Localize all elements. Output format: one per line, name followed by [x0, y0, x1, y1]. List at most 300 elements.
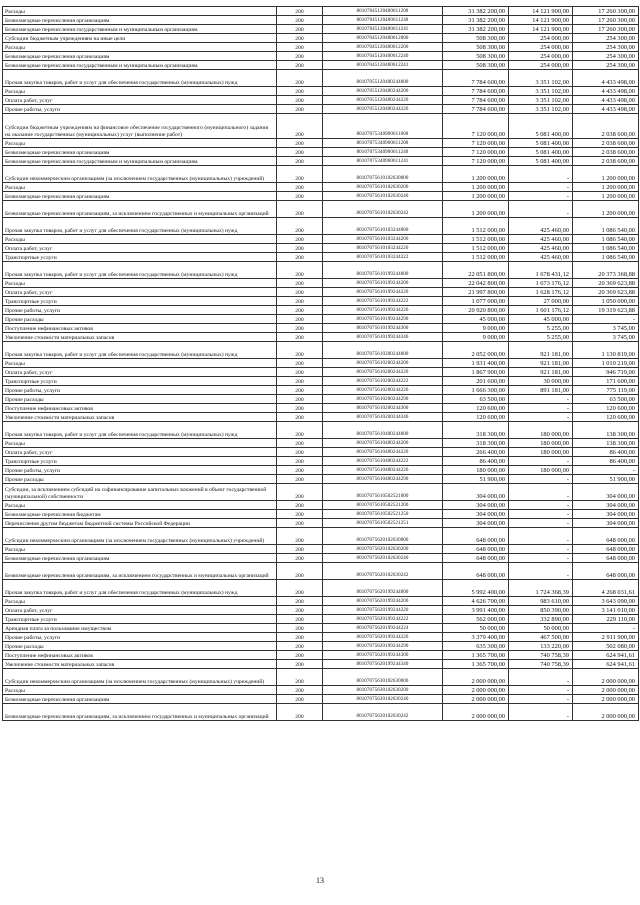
table-row	[3, 597, 639, 606]
row-budget-code: 80107075340900611000	[323, 114, 443, 139]
row-executed-amount: 254 000,00	[509, 52, 573, 61]
table-row	[3, 404, 639, 413]
row-executed-amount: 5 081 400,00	[509, 148, 573, 157]
row-approved-amount: 1 200 000,00	[443, 183, 509, 192]
row-executed-amount: 1 678 431,12	[509, 262, 573, 279]
row-name: Оплата работ, услуг	[3, 368, 277, 377]
row-unexecuted-amount: 138 300,00	[573, 422, 639, 439]
row-line-code: 200	[277, 244, 323, 253]
row-unexecuted-amount: 86 400,00	[573, 457, 639, 466]
row-unexecuted-amount: 254 300,00	[573, 61, 639, 70]
row-budget-code: 80107075610400244000	[323, 422, 443, 439]
row-line-code: 200	[277, 34, 323, 43]
row-budget-code: 80107075620199244222	[323, 615, 443, 624]
table-row	[3, 686, 639, 695]
row-approved-amount: 50 000,00	[443, 624, 509, 633]
table-row	[3, 96, 639, 105]
row-unexecuted-amount: 254 300,00	[573, 43, 639, 52]
table-row	[3, 306, 639, 315]
table-row	[3, 114, 639, 139]
table-row	[3, 704, 639, 721]
row-name: Расходы	[3, 183, 277, 192]
row-line-code: 200	[277, 279, 323, 288]
row-unexecuted-amount: 1 086 540,00	[573, 235, 639, 244]
row-line-code: 200	[277, 484, 323, 501]
table-row	[3, 235, 639, 244]
row-executed-amount: 14 121 900,00	[509, 7, 573, 16]
row-budget-code: 80107075610199244220	[323, 288, 443, 297]
row-approved-amount: 304 000,00	[443, 501, 509, 510]
row-line-code: 200	[277, 377, 323, 386]
row-name: Расходы	[3, 139, 277, 148]
row-budget-code: 80107075630102630000	[323, 669, 443, 686]
row-name: Прочие работы, услуги	[3, 386, 277, 395]
table-row	[3, 413, 639, 422]
table-row	[3, 157, 639, 166]
row-executed-amount: 254 000,00	[509, 34, 573, 43]
table-row	[3, 43, 639, 52]
row-name: Субсидии бюджетным учреждениям на финансовое обеспечение государственного (муниципального) задания на оказание государственных (муниципальных) услуг (выполнение работ)	[3, 114, 277, 139]
row-budget-code: 80107075610102630242	[323, 201, 443, 218]
row-name: Прочие расходы	[3, 315, 277, 324]
row-approved-amount: 3 991 400,00	[443, 606, 509, 615]
row-line-code: 200	[277, 624, 323, 633]
row-budget-code: 80107075620199244000	[323, 580, 443, 597]
row-approved-amount: 7 784 600,00	[443, 105, 509, 114]
row-approved-amount: 7 120 000,00	[443, 157, 509, 166]
row-approved-amount: 2 052 000,00	[443, 342, 509, 359]
row-budget-code: 80107075610102630240	[323, 192, 443, 201]
row-unexecuted-amount: 138 300,00	[573, 439, 639, 448]
row-budget-code: 80107075610199244200	[323, 279, 443, 288]
row-budget-code: 80107055120400244220	[323, 96, 443, 105]
row-line-code: 200	[277, 669, 323, 686]
row-unexecuted-amount: 648 000,00	[573, 528, 639, 545]
row-unexecuted-amount: 1 086 540,00	[573, 253, 639, 262]
row-executed-amount: 425 460,00	[509, 235, 573, 244]
row-approved-amount: 20 920 800,00	[443, 306, 509, 315]
row-approved-amount: 318 300,00	[443, 439, 509, 448]
row-approved-amount: 7 784 600,00	[443, 87, 509, 96]
table-row	[3, 606, 639, 615]
row-executed-amount: 3 351 102,00	[509, 87, 573, 96]
row-line-code: 200	[277, 87, 323, 96]
table-row	[3, 183, 639, 192]
row-name: Безвозмездные перечисления организациям, за исключением государственных и муниципальных организаций	[3, 563, 277, 580]
table-row	[3, 377, 639, 386]
table-row	[3, 218, 639, 235]
row-executed-amount: -	[509, 183, 573, 192]
row-name: Расходы	[3, 359, 277, 368]
table-row	[3, 105, 639, 114]
row-executed-amount: -	[509, 484, 573, 501]
table-row	[3, 580, 639, 597]
row-executed-amount: 1 601 176,12	[509, 306, 573, 315]
row-name: Безвозмездные перечисления организациям	[3, 192, 277, 201]
row-executed-amount: 50 000,00	[509, 624, 573, 633]
row-executed-amount: 3 351 102,00	[509, 105, 573, 114]
row-approved-amount: 562 000,00	[443, 615, 509, 624]
row-executed-amount: 3 351 102,00	[509, 96, 573, 105]
row-name: Транспортные услуги	[3, 615, 277, 624]
row-line-code: 200	[277, 288, 323, 297]
table-row	[3, 7, 639, 16]
table-row	[3, 563, 639, 580]
row-executed-amount: 850 390,00	[509, 606, 573, 615]
row-unexecuted-amount: 304 000,00	[573, 484, 639, 501]
table-body	[3, 7, 639, 721]
row-budget-code: 80107075340900611200	[323, 139, 443, 148]
row-budget-code: 80107075630102630240	[323, 695, 443, 704]
row-approved-amount: 51 900,00	[443, 475, 509, 484]
row-unexecuted-amount: 4 433 498,00	[573, 87, 639, 96]
row-line-code: 200	[277, 359, 323, 368]
table-row	[3, 297, 639, 306]
row-executed-amount: 983 610,00	[509, 597, 573, 606]
row-unexecuted-amount: 2 000 000,00	[573, 695, 639, 704]
row-unexecuted-amount: 1 130 819,00	[573, 342, 639, 359]
table-row	[3, 333, 639, 342]
row-name: Прочие расходы	[3, 475, 277, 484]
table-row	[3, 519, 639, 528]
table-row	[3, 695, 639, 704]
row-approved-amount: 2 000 000,00	[443, 686, 509, 695]
row-executed-amount: -	[509, 510, 573, 519]
row-budget-code: 80107075630102630200	[323, 686, 443, 695]
table-row	[3, 87, 639, 96]
row-executed-amount: 921 181,00	[509, 359, 573, 368]
table-row	[3, 669, 639, 686]
row-line-code: 200	[277, 704, 323, 721]
row-executed-amount: 891 181,00	[509, 386, 573, 395]
row-line-code: 200	[277, 439, 323, 448]
table-row	[3, 324, 639, 333]
row-unexecuted-amount: 1 200 000,00	[573, 166, 639, 183]
row-line-code: 200	[277, 519, 323, 528]
row-approved-amount: 1 365 700,00	[443, 651, 509, 660]
row-unexecuted-amount: 4 433 498,00	[573, 70, 639, 87]
page-number: 13	[316, 876, 324, 885]
row-executed-amount: 425 460,00	[509, 218, 573, 235]
row-budget-code: 80107075610102630000	[323, 166, 443, 183]
budget-report-sheet	[2, 6, 638, 721]
row-line-code: 200	[277, 192, 323, 201]
row-line-code: 200	[277, 563, 323, 580]
row-name: Субсидии, за исключением субсидий на софинансирование капитальных вложений в объект государственной (муниципальной) собственности	[3, 484, 277, 501]
row-approved-amount: 86 400,00	[443, 457, 509, 466]
row-name: Расходы	[3, 501, 277, 510]
row-line-code: 200	[277, 148, 323, 157]
table-row	[3, 166, 639, 183]
row-approved-amount: 1 666 300,00	[443, 386, 509, 395]
row-line-code: 200	[277, 324, 323, 333]
row-line-code: 200	[277, 545, 323, 554]
row-unexecuted-amount: -	[573, 624, 639, 633]
row-unexecuted-amount: 86 400,00	[573, 448, 639, 457]
row-name: Расходы	[3, 7, 277, 16]
row-approved-amount: 4 626 700,00	[443, 597, 509, 606]
row-unexecuted-amount: 624 941,61	[573, 660, 639, 669]
row-executed-amount: -	[509, 704, 573, 721]
row-approved-amount: 1 512 000,00	[443, 235, 509, 244]
row-unexecuted-amount: 2 038 600,00	[573, 139, 639, 148]
row-name: Расходы	[3, 43, 277, 52]
row-budget-code: 80107075620199244200	[323, 597, 443, 606]
row-name: Прочие работы, услуги	[3, 306, 277, 315]
row-line-code: 200	[277, 395, 323, 404]
row-name: Прочая закупка товаров, работ и услуг для обеспечения государственных (муниципальных) нужд	[3, 422, 277, 439]
table-row	[3, 315, 639, 324]
row-budget-code: 80107075610102630200	[323, 183, 443, 192]
table-row	[3, 651, 639, 660]
row-approved-amount: 1 365 700,00	[443, 660, 509, 669]
table-row	[3, 288, 639, 297]
row-line-code: 200	[277, 306, 323, 315]
table-row	[3, 633, 639, 642]
row-unexecuted-amount: 4 433 498,00	[573, 105, 639, 114]
row-name: Прочая закупка товаров, работ и услуг для обеспечения государственных (муниципальных) нужд	[3, 580, 277, 597]
row-budget-code: 80107075610103244200	[323, 235, 443, 244]
row-budget-code: 80107075610199244300	[323, 324, 443, 333]
table-row	[3, 244, 639, 253]
row-executed-amount: 14 121 900,00	[509, 16, 573, 25]
row-line-code: 200	[277, 96, 323, 105]
row-line-code: 200	[277, 297, 323, 306]
row-name: Расходы	[3, 686, 277, 695]
row-executed-amount: -	[509, 457, 573, 466]
row-executed-amount: 467 500,00	[509, 633, 573, 642]
row-approved-amount: 266 400,00	[443, 448, 509, 457]
row-budget-code: 80107075340900611241	[323, 157, 443, 166]
row-approved-amount: 508 300,00	[443, 61, 509, 70]
row-executed-amount: -	[509, 166, 573, 183]
row-unexecuted-amount: 2 038 600,00	[573, 114, 639, 139]
row-name: Расходы	[3, 87, 277, 96]
row-budget-code: 80107075620102630242	[323, 563, 443, 580]
table-row	[3, 342, 639, 359]
row-line-code: 200	[277, 201, 323, 218]
row-executed-amount: 1 673 176,12	[509, 279, 573, 288]
row-line-code: 200	[277, 615, 323, 624]
row-unexecuted-amount: 3 745,00	[573, 324, 639, 333]
row-budget-code: 80107055120400244200	[323, 87, 443, 96]
row-unexecuted-amount: 120 600,00	[573, 413, 639, 422]
row-budget-code: 80107075610103244222	[323, 253, 443, 262]
row-approved-amount: 508 300,00	[443, 43, 509, 52]
row-unexecuted-amount: 17 260 300,00	[573, 16, 639, 25]
table-row	[3, 510, 639, 519]
row-name: Безвозмездные перечисления бюджетам	[3, 510, 277, 519]
row-name: Безвозмездные перечисления государственным и муниципальным организациям	[3, 25, 277, 34]
row-executed-amount: -	[509, 475, 573, 484]
row-executed-amount: 921 181,00	[509, 342, 573, 359]
table-row	[3, 279, 639, 288]
row-approved-amount: 2 000 000,00	[443, 695, 509, 704]
row-name: Оплата работ, услуг	[3, 606, 277, 615]
row-executed-amount: 740 758,39	[509, 660, 573, 669]
row-budget-code: 80107075610400244226	[323, 466, 443, 475]
row-approved-amount: 3 379 400,00	[443, 633, 509, 642]
row-executed-amount: 5 255,00	[509, 333, 573, 342]
row-unexecuted-amount: -	[573, 466, 639, 475]
row-unexecuted-amount: 1 200 000,00	[573, 183, 639, 192]
row-budget-code: 80107075620199244340	[323, 660, 443, 669]
row-line-code: 200	[277, 70, 323, 87]
row-budget-code: 80107075610502521000	[323, 484, 443, 501]
table-row	[3, 386, 639, 395]
row-name: Транспортные услуги	[3, 377, 277, 386]
row-name: Оплата работ, услуг	[3, 96, 277, 105]
row-line-code: 200	[277, 183, 323, 192]
table-row	[3, 34, 639, 43]
row-budget-code: 80107045120400611200	[323, 7, 443, 16]
row-budget-code: 80107075610200244300	[323, 404, 443, 413]
row-approved-amount: 1 512 000,00	[443, 244, 509, 253]
row-executed-amount: 45 000,00	[509, 315, 573, 324]
row-unexecuted-amount: 171 600,00	[573, 377, 639, 386]
row-executed-amount: 5 081 400,00	[509, 114, 573, 139]
row-name: Увеличение стоимости материальных запасов	[3, 413, 277, 422]
row-name: Арендная плата за пользование имуществом	[3, 624, 277, 633]
row-approved-amount: 304 000,00	[443, 519, 509, 528]
row-name: Прочие работы, услуги	[3, 466, 277, 475]
row-executed-amount: -	[509, 686, 573, 695]
row-budget-code: 80107045120400612240	[323, 52, 443, 61]
row-unexecuted-amount: 648 000,00	[573, 545, 639, 554]
row-approved-amount: 318 300,00	[443, 422, 509, 439]
row-name: Безвозмездные перечисления организациям	[3, 554, 277, 563]
row-executed-amount: -	[509, 695, 573, 704]
row-name: Транспортные услуги	[3, 253, 277, 262]
row-unexecuted-amount: 1 050 000,00	[573, 297, 639, 306]
table-row	[3, 439, 639, 448]
row-line-code: 200	[277, 157, 323, 166]
row-budget-code: 80107075610199244222	[323, 297, 443, 306]
table-row	[3, 554, 639, 563]
row-budget-code: 80107045120400611241	[323, 25, 443, 34]
row-approved-amount: 648 000,00	[443, 528, 509, 545]
row-name: Увеличение стоимости материальных запасов	[3, 660, 277, 669]
row-budget-code: 80107075610502521251	[323, 519, 443, 528]
row-budget-code: 80107075610200244290	[323, 395, 443, 404]
budget-execution-table	[2, 6, 639, 721]
row-line-code: 200	[277, 642, 323, 651]
row-line-code: 200	[277, 597, 323, 606]
row-unexecuted-amount: 20 373 368,88	[573, 262, 639, 279]
row-executed-amount: 332 890,00	[509, 615, 573, 624]
row-approved-amount: 1 931 400,00	[443, 359, 509, 368]
row-approved-amount: 1 200 000,00	[443, 201, 509, 218]
row-executed-amount: 5 081 400,00	[509, 157, 573, 166]
row-line-code: 200	[277, 528, 323, 545]
row-name: Прочие расходы	[3, 642, 277, 651]
row-line-code: 200	[277, 633, 323, 642]
row-line-code: 200	[277, 25, 323, 34]
row-line-code: 200	[277, 342, 323, 359]
row-executed-amount: 14 121 900,00	[509, 25, 573, 34]
row-executed-amount: 921 181,00	[509, 368, 573, 377]
table-row	[3, 359, 639, 368]
row-name: Расходы	[3, 279, 277, 288]
row-unexecuted-amount: 1 200 000,00	[573, 192, 639, 201]
row-line-code: 200	[277, 457, 323, 466]
row-unexecuted-amount: 254 300,00	[573, 52, 639, 61]
row-budget-code: 80107075630102630242	[323, 704, 443, 721]
row-unexecuted-amount: 2 000 000,00	[573, 669, 639, 686]
row-approved-amount: 648 000,00	[443, 554, 509, 563]
row-unexecuted-amount: 2 000 000,00	[573, 686, 639, 695]
row-name: Безвозмездные перечисления государственным и муниципальным организациям	[3, 157, 277, 166]
row-approved-amount: 635 300,00	[443, 642, 509, 651]
row-approved-amount: 201 600,00	[443, 377, 509, 386]
row-name: Безвозмездные перечисления организациям	[3, 52, 277, 61]
row-approved-amount: 120 600,00	[443, 413, 509, 422]
row-line-code: 200	[277, 218, 323, 235]
row-executed-amount: 180 000,00	[509, 448, 573, 457]
row-name: Безвозмездные перечисления организациям	[3, 148, 277, 157]
row-budget-code: 80107075610199244000	[323, 262, 443, 279]
row-executed-amount: 27 000,00	[509, 297, 573, 306]
table-row	[3, 457, 639, 466]
row-executed-amount: -	[509, 554, 573, 563]
row-unexecuted-amount: 254 300,00	[573, 34, 639, 43]
row-executed-amount: -	[509, 201, 573, 218]
row-unexecuted-amount: 2 038 600,00	[573, 148, 639, 157]
row-executed-amount: -	[509, 519, 573, 528]
table-row	[3, 253, 639, 262]
table-row	[3, 25, 639, 34]
row-budget-code: 80107045120400611240	[323, 16, 443, 25]
row-name: Прочие расходы	[3, 395, 277, 404]
row-unexecuted-amount: 946 719,00	[573, 368, 639, 377]
row-unexecuted-amount: 3 643 090,00	[573, 597, 639, 606]
table-row	[3, 528, 639, 545]
row-approved-amount: 120 600,00	[443, 404, 509, 413]
row-name: Перечисления другим бюджетам бюджетной системы Российской Федерации	[3, 519, 277, 528]
row-line-code: 200	[277, 448, 323, 457]
row-budget-code: 80107075610200244220	[323, 368, 443, 377]
row-name: Поступление нефинансовых активов	[3, 404, 277, 413]
row-executed-amount: 254 000,00	[509, 43, 573, 52]
row-executed-amount: 1 724 368,39	[509, 580, 573, 597]
row-unexecuted-amount: 304 000,00	[573, 510, 639, 519]
row-approved-amount: 7 120 000,00	[443, 114, 509, 139]
row-name: Расходы	[3, 235, 277, 244]
row-executed-amount: -	[509, 192, 573, 201]
row-budget-code: 80107075610400244220	[323, 448, 443, 457]
table-row	[3, 624, 639, 633]
row-budget-code: 80107075620102630240	[323, 554, 443, 563]
row-unexecuted-amount: 51 900,00	[573, 475, 639, 484]
row-approved-amount: 63 500,00	[443, 395, 509, 404]
row-unexecuted-amount: 304 000,00	[573, 501, 639, 510]
row-executed-amount: -	[509, 404, 573, 413]
row-budget-code: 80107075610199244340	[323, 333, 443, 342]
row-approved-amount: 7 120 000,00	[443, 148, 509, 157]
row-name: Прочая закупка товаров, работ и услуг для обеспечения государственных (муниципальных) нужд	[3, 218, 277, 235]
row-approved-amount: 304 000,00	[443, 510, 509, 519]
row-name: Безвозмездные перечисления организациям	[3, 695, 277, 704]
row-name: Расходы	[3, 545, 277, 554]
row-line-code: 200	[277, 386, 323, 395]
row-executed-amount: -	[509, 669, 573, 686]
row-name: Субсидии бюджетным учреждениям на иные цели	[3, 34, 277, 43]
row-name: Прочая закупка товаров, работ и услуг для обеспечения государственных (муниципальных) нужд	[3, 342, 277, 359]
row-line-code: 200	[277, 16, 323, 25]
row-budget-code: 80107075620102630000	[323, 528, 443, 545]
table-row	[3, 475, 639, 484]
row-executed-amount: 5 081 400,00	[509, 139, 573, 148]
